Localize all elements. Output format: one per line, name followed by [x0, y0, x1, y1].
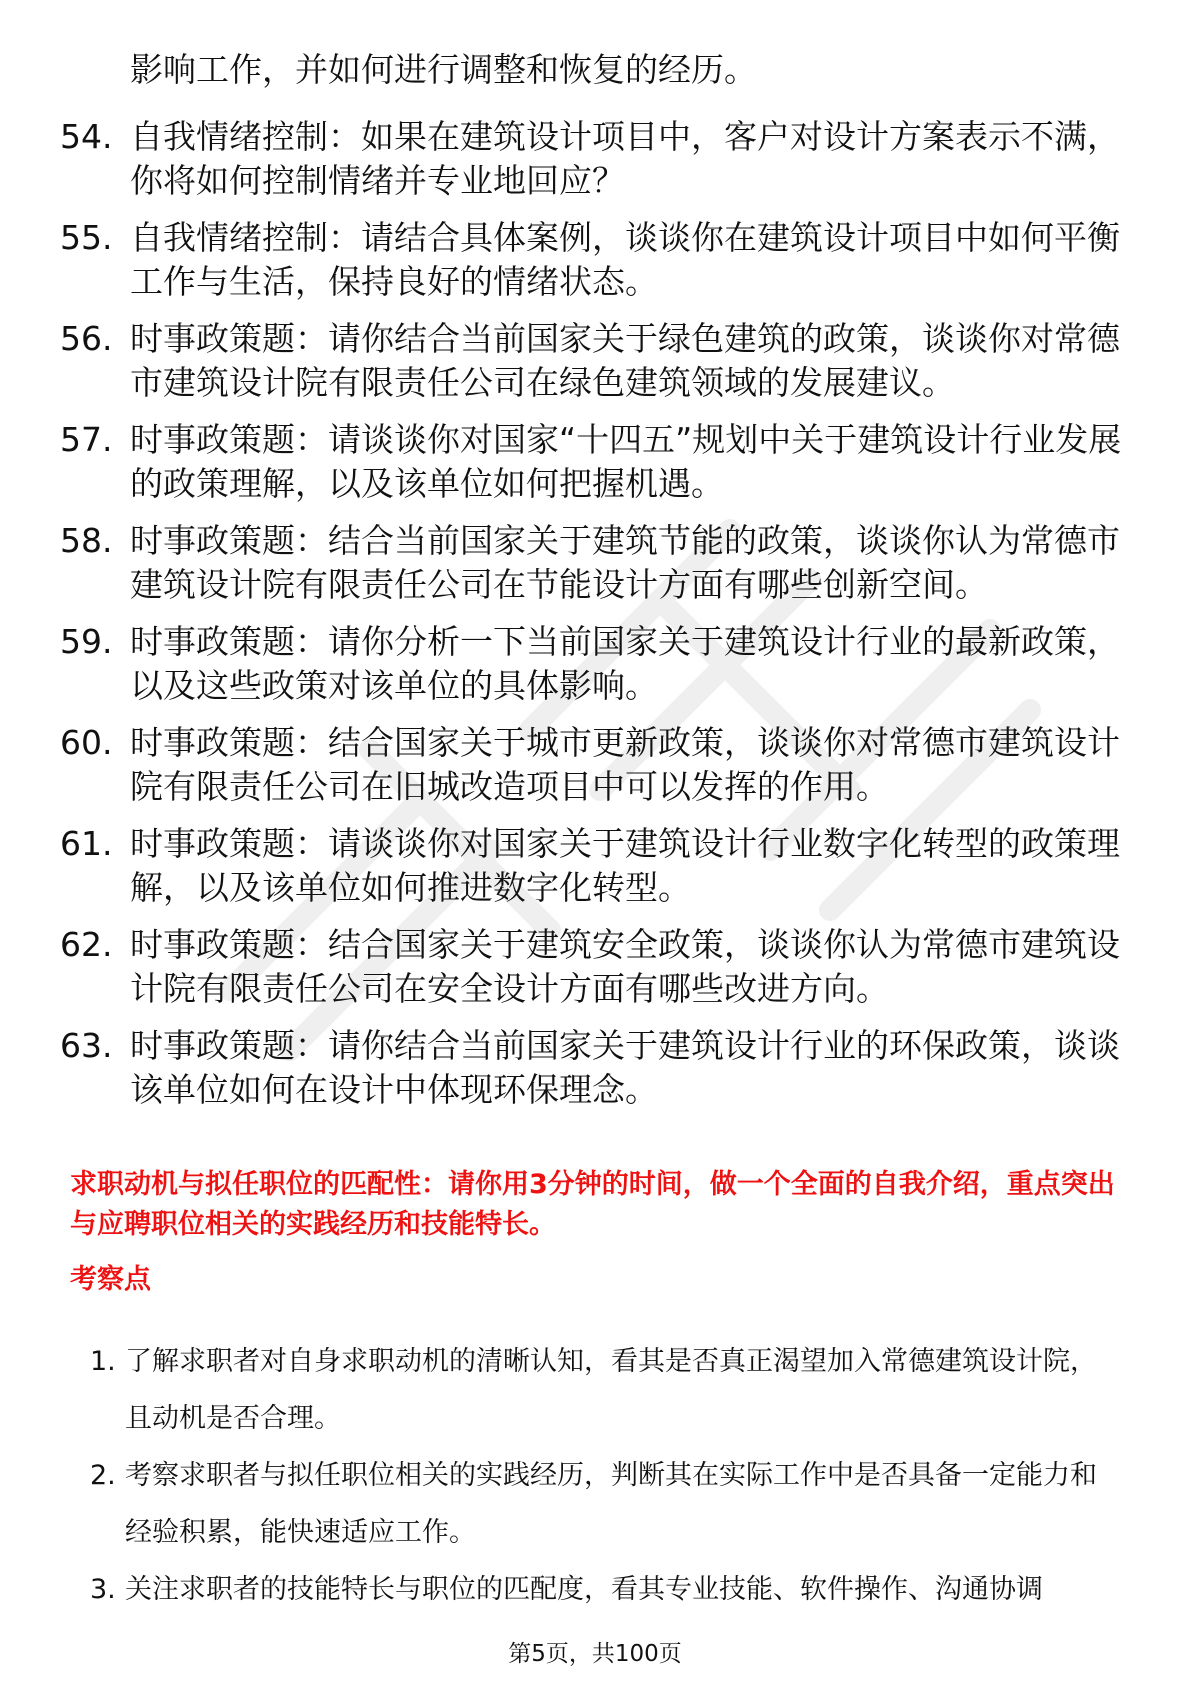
question-item: [0, 721, 1190, 822]
assessment-point: [0, 1333, 1190, 1447]
question-text: 自我情绪控制：如果在建筑设计项目中，客户对设计方案表示不满，你将如何控制情绪并专业地回应？: [130, 117, 1120, 200]
question-item: [0, 1024, 1190, 1125]
question-text: 时事政策题：结合国家关于建筑安全政策，谈谈你认为常德市建筑设计院有限责任公司在安全设计方面有哪些改进方向。: [130, 925, 1120, 1008]
point-number: 1.: [90, 1346, 116, 1377]
question-number: 63.: [60, 1026, 113, 1065]
question-text: 时事政策题：请你结合当前国家关于绿色建筑的政策，谈谈你对常德市建筑设计院有限责任公司在绿色建筑领域的发展建议。: [130, 319, 1120, 402]
question-text: 时事政策题：请你分析一下当前国家关于建筑设计行业的最新政策，以及这些政策对该单位的具体影响。: [130, 622, 1120, 705]
question-number: 60.: [60, 723, 113, 762]
highlight-question: 求职动机与拟任职位的匹配性：请你用3分钟的时间，做一个全面的自我介绍，重点突出与应聘职位相关的实践经历和技能特长。: [70, 1169, 1115, 1240]
question-number: 61.: [60, 824, 113, 863]
question-list: [0, 115, 1190, 1125]
assessment-point: [0, 1447, 1190, 1561]
question-item: [0, 115, 1190, 216]
question-text: 时事政策题：请你结合当前国家关于建筑设计行业的环保政策，谈谈该单位如何在设计中体现环保理念。: [130, 1026, 1120, 1109]
assessment-points-list: [0, 1333, 1190, 1675]
question-number: 54.: [60, 117, 113, 156]
question-item: [0, 216, 1190, 317]
question-item: [0, 317, 1190, 418]
question-number: 56.: [60, 319, 113, 358]
point-text: 关注求职者的技能特长与职位的匹配度，看其专业技能、软件操作、沟通协调: [125, 1574, 1043, 1605]
question-item: [0, 519, 1190, 620]
question-text: 时事政策题：请谈谈你对国家关于建筑设计行业数字化转型的政策理解，以及该单位如何推进数字化转型。: [130, 824, 1120, 907]
question-number: 57.: [60, 420, 113, 459]
point-text: 考察求职者与拟任职位相关的实践经历，判断其在实际工作中是否具备一定能力和经验积累，能快速适应工作。: [125, 1460, 1097, 1548]
question-item: [0, 620, 1190, 721]
question-item: [0, 822, 1190, 923]
question-number: 58.: [60, 521, 113, 560]
question-text: 时事政策题：请谈谈你对国家“十四五”规划中关于建筑设计行业发展的政策理解，以及该单位如何把握机遇。: [130, 420, 1122, 503]
question-text: 自我情绪控制：请结合具体案例，谈谈你在建筑设计项目中如何平衡工作与生活，保持良好的情绪状态。: [130, 218, 1120, 301]
question-number: 55.: [60, 218, 113, 257]
question-text: 时事政策题：结合当前国家关于建筑节能的政策，谈谈你认为常德市建筑设计院有限责任公司在节能设计方面有哪些创新空间。: [130, 521, 1120, 604]
point-number: 3.: [90, 1574, 116, 1605]
question-number: 59.: [60, 622, 113, 661]
point-text: 了解求职者对自身求职动机的清晰认知，看其是否真正渴望加入常德建筑设计院，且动机是否合理。: [125, 1346, 1097, 1434]
question-item: [0, 923, 1190, 1024]
question-number: 62.: [60, 925, 113, 964]
page-footer: 第5页，共100页: [508, 1641, 682, 1667]
section-heading: 考察点: [70, 1264, 151, 1295]
question-text: 时事政策题：结合国家关于城市更新政策，谈谈你对常德市建筑设计院有限责任公司在旧城改造项目中可以发挥的作用。: [130, 723, 1120, 806]
point-number: 2.: [90, 1460, 116, 1491]
question-item: [0, 418, 1190, 519]
continuation-text: 影响工作，并如何进行调整和恢复的经历。: [130, 50, 757, 89]
